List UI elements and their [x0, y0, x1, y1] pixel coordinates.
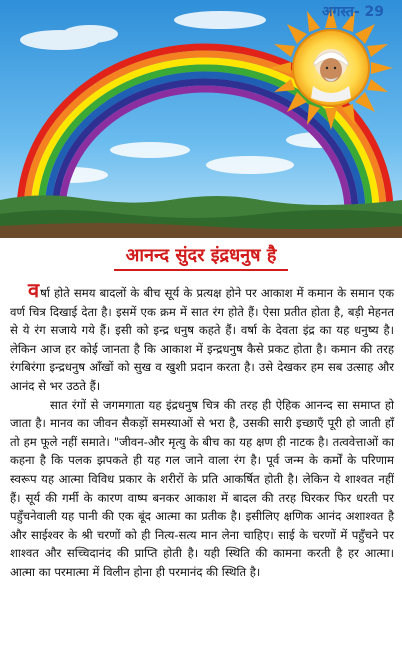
drop-cap: व [28, 278, 40, 302]
sun-icon [269, 6, 393, 130]
rainbow-scene-svg [0, 0, 402, 238]
title-area [0, 240, 402, 274]
page-title: आनन्द सुंदर इंद्रधनुष है [114, 243, 289, 271]
paragraph-2: सात रंगों से जगमगाता यह इंद्रधनुष चित्र की तरह ही ऐहिक आनन्द सा समाप्त हो जाता है। मानव का जीवन सैकड़ों समस्याओं से भरा है, उसकी सारी इच्छाएँ पूरी हो जाती हाँ तो हम फूले नहीं समाते। "जीवन-और मृत्यु के बीच का यह क्षण ही नाटक है। तत्ववेत्ताओं का कहना है कि पलक झपकते ही यह गल जाने वाला रंग है। पूर्व जन्म के कर्मों के परिणाम स्वरूप यह आत्मा विविध प्रकार के शरीरों के प्रति आकर्षित होती है। लेकिन ये शाश्वत नहीं हैं। सूर्य की गर्मी के कारण वाष्प बनकर आकाश में बादल की तरह घिरकर फिर धरती पर पहुँचनेवाली यह पानी की एक बूंद आत्मा का प्रतीक है। इसीलिए क्षणिक आनंद अशाश्वत है और साईश्वर के श्री चरणों को ही नित्य-सत्य मान लेना चाहिए। साई के चरणों में पहुँचने पर शाश्वत और सच्चिदानंद की प्राप्ति होती है। यही स्थिति की कामना करती है हर आत्मा। आत्मा का परमात्मा में विलीन होना ही परमानंद की स्थिति है। [10, 397, 394, 579]
article-body [10, 278, 394, 582]
date-label: अगस्त- 29 [321, 4, 384, 20]
paragraph-1-text: र्षा होते समय बादलों के बीच सूर्य के प्रत्यक्ष होने पर आकाश में कमान के समान एक वर्ण चित्र दिखाई देता है। इसमें एक क्रम में सात रंग होते हैं। ऐसा प्रतीत होता है, बड़ी मेहनत से ये रंग सजाये गये हैं। इसी को इन्द्र धनुष कहते हैं। वर्षा के देवता इंद्र का यह धनुष्य है। लेकिन आज हर कोई जानता है कि आकाश में इन्द्रधनुष कैसे प्रकट होता है। कमान की तरह रंगबिरंगा इन्द्रधनुष आँखों को सुख व खुशी प्रदान करता है। उसे देखकर हम सब उत्साह और आनंद से भर उठते हैं। [10, 286, 394, 393]
rainbow-illustration [0, 0, 402, 238]
paragraph-1 [10, 278, 394, 396]
